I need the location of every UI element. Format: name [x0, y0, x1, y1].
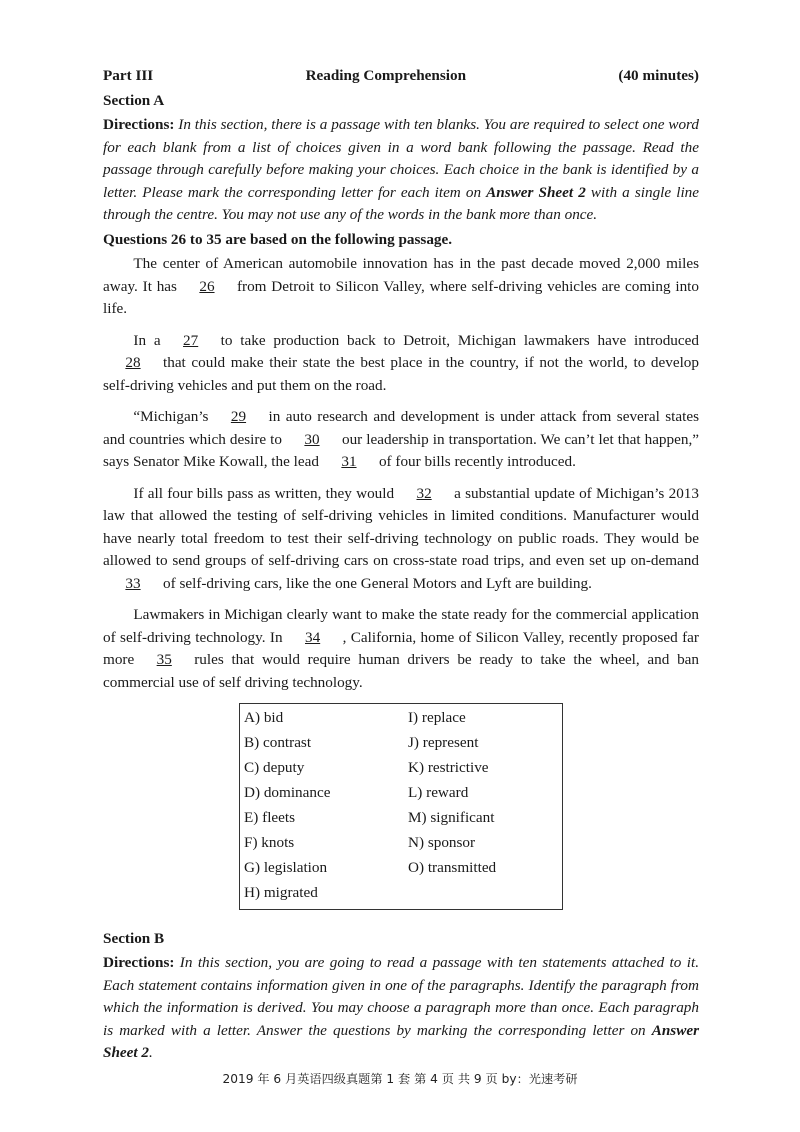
word-bank-item: O) transmitted	[408, 859, 497, 876]
directions-text-end: with a single line through the centre. You may not use any of the words in the bank more than once.	[103, 183, 699, 223]
directions-text: In this section, there is a passage with ten blanks. You are required to select one word for each blank from a list of choices given in a word bank following the passage. Read the passage through carefully before making your choices. Each choice in the bank is identified by a letter. Please mark the corresponding letter for each item on	[103, 116, 699, 201]
part-header	[103, 65, 699, 87]
blank-33: 33	[125, 574, 141, 592]
blank-29: 29	[230, 408, 247, 425]
blank-32: 32	[416, 484, 432, 502]
passage-text: “Michigan’s	[133, 408, 209, 425]
blank-35: 35	[156, 651, 172, 668]
passage-text: a substantial update of Michigan’s 2013 law that allowed the testing of self-driving vehicles in limited conditions. Manufacturer would have nearly total freedom to test their self-driving technology on public roads. They would be allowed to send groups of self-driving cars on cross-state road trips, and even set up on-demand	[103, 484, 699, 569]
word-bank-item: I) replace	[408, 709, 466, 726]
word-bank-item: A) bid	[244, 709, 284, 726]
passage-text: The center of American automobile innovation has in the past decade moved 2,000 miles away. It has	[103, 255, 699, 295]
word-bank-item: G) legislation	[244, 859, 328, 876]
questions-intro: Questions 26 to 35 are based on the following passage.	[103, 230, 453, 248]
answer-sheet-ref: Answer Sheet 2	[486, 183, 586, 201]
answer-sheet-ref: Answer Sheet 2	[103, 1021, 699, 1061]
part-label: Part III	[103, 67, 154, 84]
passage-text: rules that would require human drivers be ready to take the wheel, and ban commercial use of self driving technology.	[103, 651, 699, 691]
section-b-directions	[103, 952, 699, 1065]
word-bank-item: M) significant	[408, 809, 495, 826]
passage-text: to take production back to Detroit, Michigan lawmakers have introduced	[220, 331, 699, 349]
passage-text: from Detroit to Silicon Valley, where self-driving vehicles are coming into life.	[103, 277, 699, 317]
section-a-title: Section A	[103, 92, 165, 109]
passage-paragraph-1	[103, 253, 699, 321]
word-bank-item: J) represent	[408, 734, 479, 751]
page-footer: 2019 年 6 月英语四级真题第 1 套 第 4 页 共 9 页 by：光速考研	[222, 1072, 578, 1086]
passage-text: of four bills recently introduced.	[378, 453, 576, 470]
word-bank-item: L) reward	[408, 784, 469, 801]
passage-text: of self-driving cars, like the one General Motors and Lyft are building.	[163, 574, 592, 592]
blank-31: 31	[341, 453, 357, 470]
word-bank-item: C) deputy	[244, 759, 305, 776]
word-bank-item: F) knots	[244, 834, 295, 851]
word-bank-item: E) fleets	[244, 809, 296, 826]
directions-text: In this section, you are going to read a passage with ten statements attached to it. Each statement contains information given in one of the paragraphs. Identify the paragraph from which the information is derived. You may choose a paragraph more than once. Each paragraph is marked with a letter. Answer the questions by marking the corresponding letter on	[103, 954, 699, 1039]
blank-27: 27	[183, 331, 199, 349]
exam-page	[103, 65, 699, 1065]
blank-34: 34	[305, 628, 321, 646]
section-b-title: Section B	[103, 930, 165, 947]
time-limit: (40 minutes)	[618, 67, 699, 84]
blank-30: 30	[304, 430, 320, 448]
directions-label: Directions:	[103, 954, 175, 971]
word-bank-item: N) sponsor	[408, 834, 476, 851]
blank-28: 28	[125, 354, 141, 371]
word-bank-item: K) restrictive	[408, 759, 489, 776]
passage-text: , California, home of Silicon Valley, recently proposed far more	[103, 628, 699, 668]
passage-paragraph-5	[103, 604, 699, 694]
passage-paragraph-2	[103, 330, 699, 398]
passage-text: If all four bills pass as written, they would	[133, 484, 395, 502]
directions-label: Directions:	[103, 116, 175, 133]
section-b	[103, 928, 699, 1065]
word-bank	[239, 703, 563, 910]
part-title: Reading Comprehension	[305, 67, 467, 84]
word-bank-item: B) contrast	[244, 734, 312, 751]
passage-text: Lawmakers in Michigan clearly want to make the state ready for the commercial application of self-driving technology. In	[103, 606, 699, 646]
word-bank-item: H) migrated	[244, 884, 318, 901]
passage-paragraph-4	[103, 483, 699, 596]
directions-text-end: .	[149, 1044, 153, 1061]
passage-text: our leadership in transportation. We can’t let that happen,” says Senator Mike Kowall, the lead	[103, 430, 699, 470]
passage-text: In a	[133, 331, 161, 349]
passage-text: that could make their state the best place in the country, if not the world, to develop self-driving vehicles and put them on the road.	[103, 354, 699, 394]
passage-paragraph-3	[103, 406, 699, 474]
passage-text: in auto research and development is under attack from several states and countries which desire to	[103, 408, 699, 448]
section-a-directions	[103, 114, 699, 227]
blank-26: 26	[199, 277, 215, 295]
word-bank-item: D) dominance	[244, 784, 331, 801]
